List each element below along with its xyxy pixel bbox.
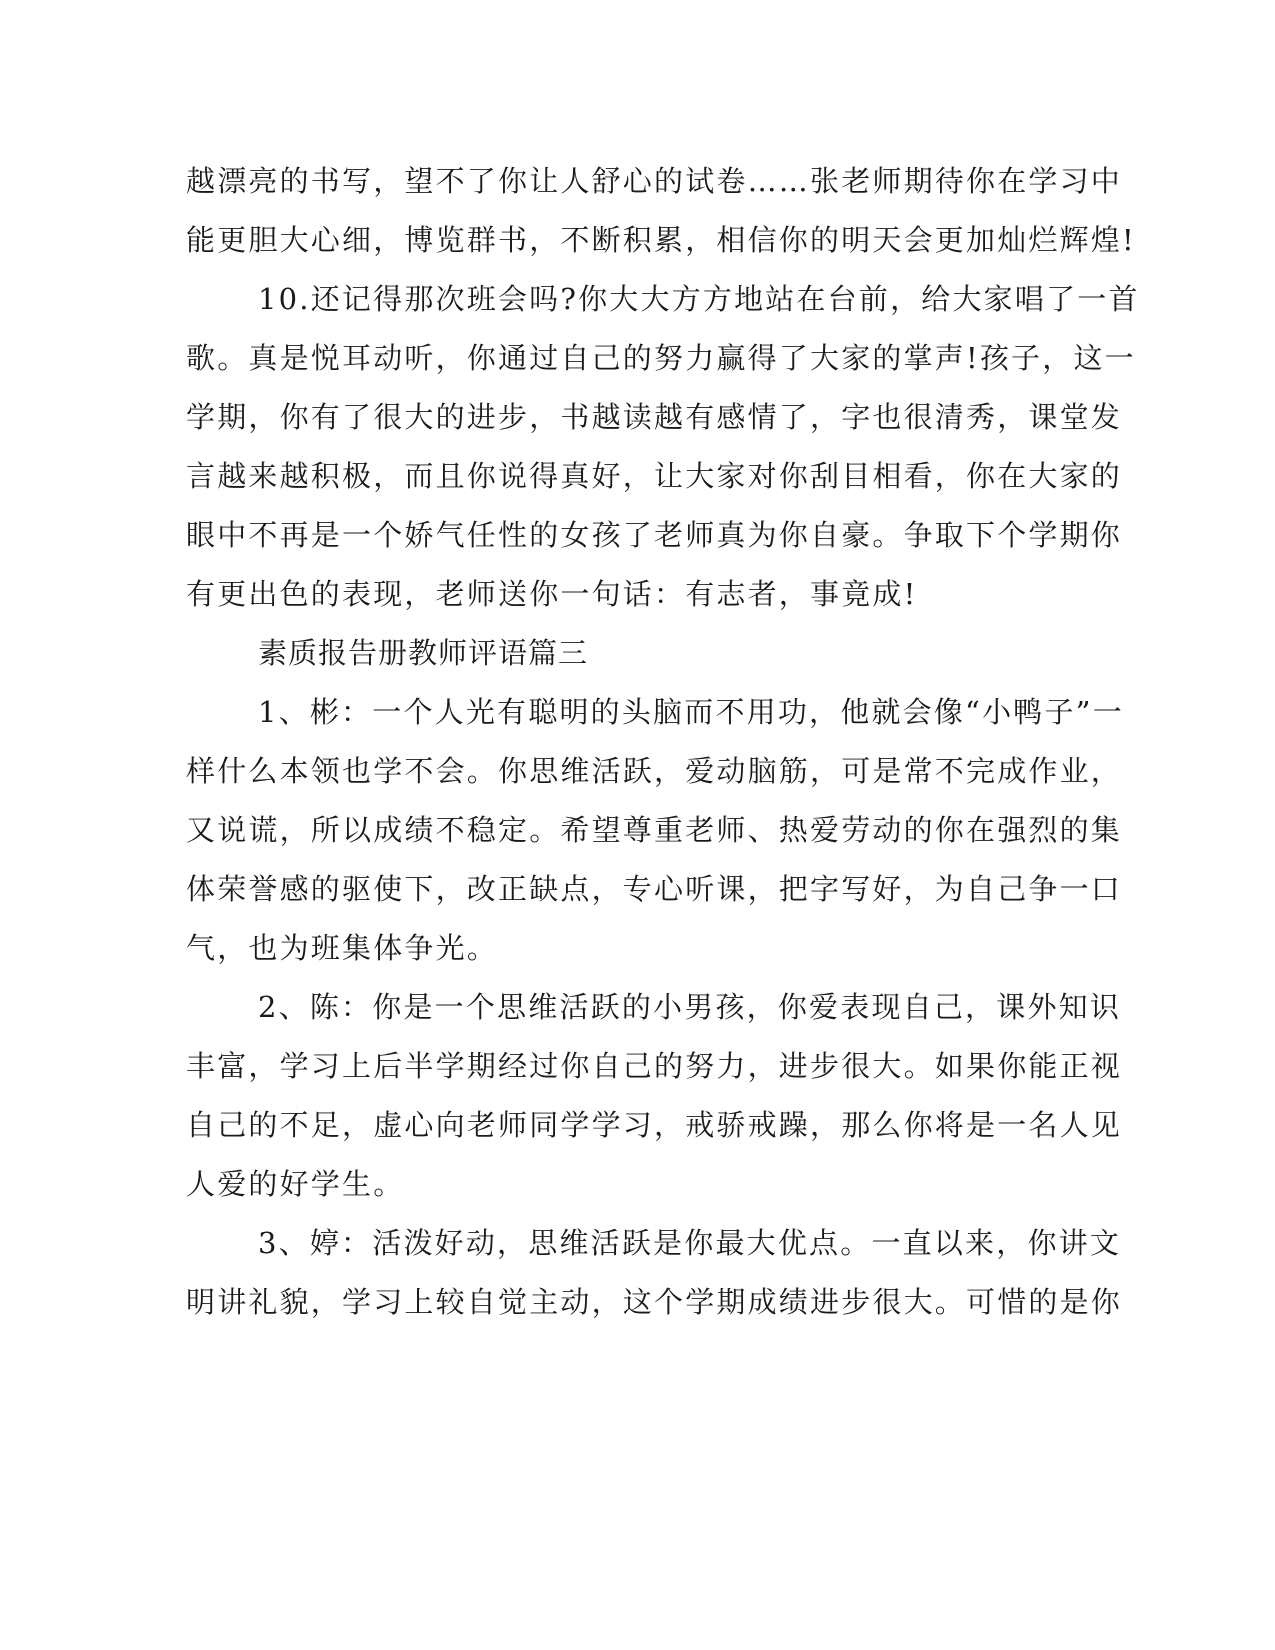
text-line-18: 人爱的好学生。 xyxy=(186,1167,405,1201)
text-line-4: 歌。真是悦耳动听，你通过自己的努力赢得了大家的掌声!孩子，这一 xyxy=(186,341,1136,375)
text-line-5: 学期，你有了很大的进步，书越读越有感情了，字也很清秀，课堂发 xyxy=(186,400,1123,434)
text-line-14: 气，也为班集体争光。 xyxy=(186,931,499,965)
text-line-1: 越漂亮的书写，望不了你让人舒心的试卷……张老师期待你在学习中 xyxy=(186,164,1123,198)
text-line-15: 2、陈：你是一个思维活跃的小男孩，你爱表现自己，课外知识 xyxy=(258,990,1122,1024)
text-line-12: 又说谎，所以成绩不稳定。希望尊重老师、热爱劳动的你在强烈的集 xyxy=(186,813,1123,847)
text-line-10: 1、彬：一个人光有聪明的头脑而不用功，他就会像“小鸭子”一 xyxy=(258,695,1124,729)
text-line-6: 言越来越积极，而且你说得真好，让大家对你刮目相看，你在大家的 xyxy=(186,459,1123,493)
text-line-16: 丰富，学习上后半学期经过你自己的努力，进步很大。如果你能正视 xyxy=(186,1049,1123,1083)
text-line-8: 有更出色的表现，老师送你一句话：有志者，事竟成! xyxy=(186,577,918,611)
text-line-13: 体荣誉感的驱使下，改正缺点，专心听课，把字写好，为自己争一口 xyxy=(186,872,1123,906)
text-line-20: 明讲礼貌，学习上较自觉主动，这个学期成绩进步很大。可惜的是你 xyxy=(186,1285,1123,1319)
text-line-19: 3、婷：活泼好动，思维活跃是你最大优点。一直以来，你讲文 xyxy=(258,1226,1122,1260)
text-line-11: 样什么本领也学不会。你思维活跃，爱动脑筋，可是常不完成作业， xyxy=(186,754,1123,788)
text-line-17: 自己的不足，虚心向老师同学学习，戒骄戒躁，那么你将是一名人见 xyxy=(186,1108,1123,1142)
text-line-7: 眼中不再是一个娇气任性的女孩了老师真为你自豪。争取下个学期你 xyxy=(186,518,1123,552)
text-line-2: 能更胆大心细，博览群书，不断积累，相信你的明天会更加灿烂辉煌! xyxy=(186,223,1136,257)
text-line-3: 10.还记得那次班会吗?你大大方方地站在台前，给大家唱了一首 xyxy=(258,282,1140,316)
section-heading: 素质报告册教师评语篇三 xyxy=(258,636,589,670)
